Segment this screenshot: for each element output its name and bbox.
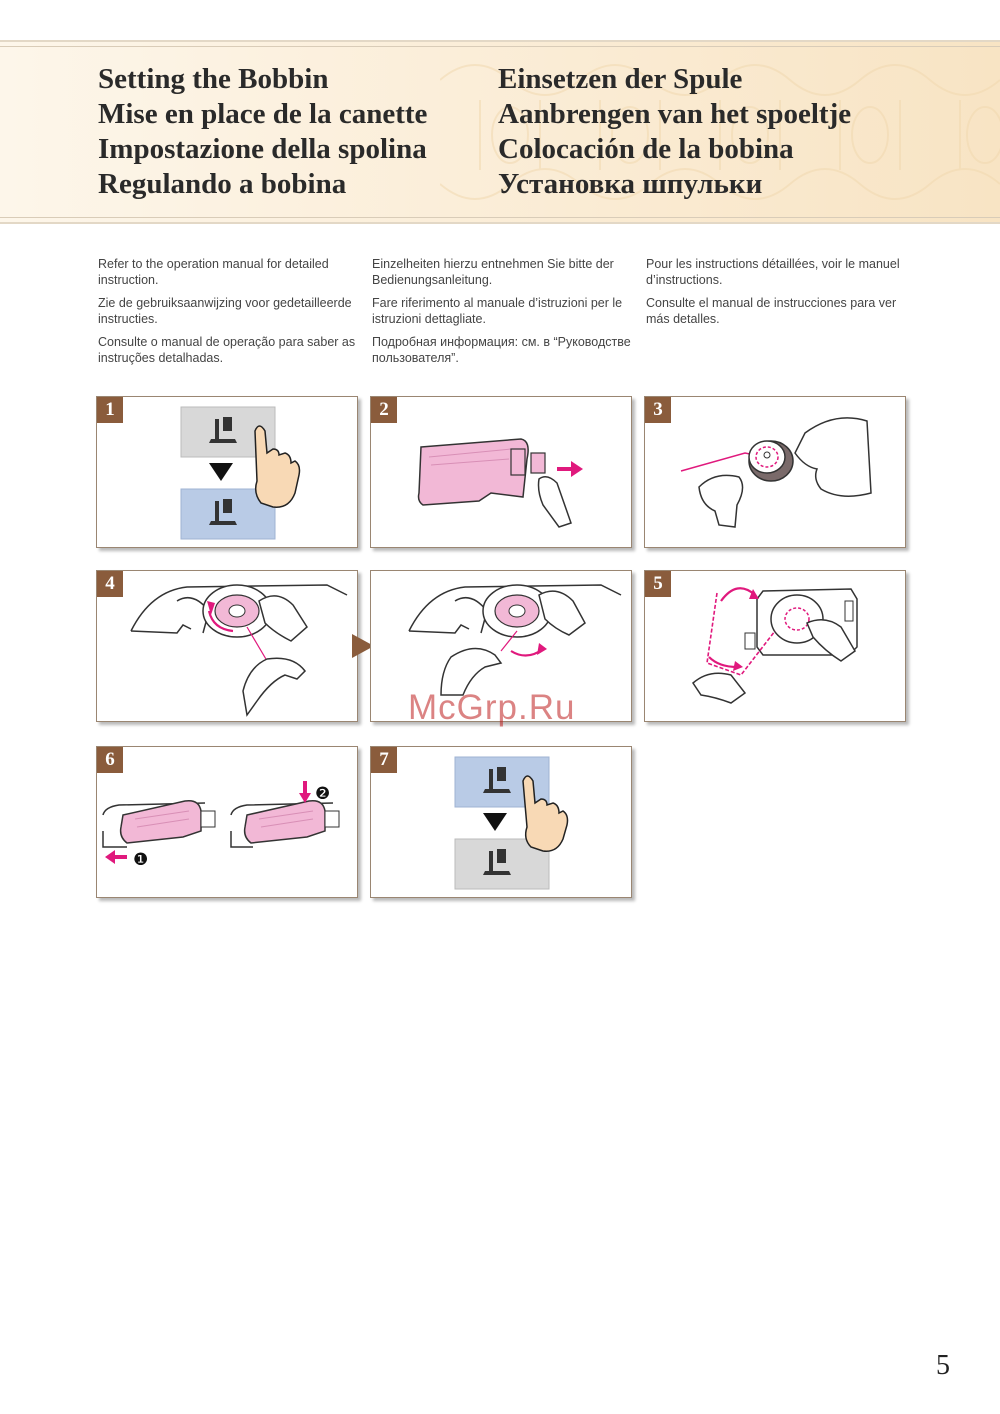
left-hand-icon xyxy=(243,658,305,715)
arrow-right-icon xyxy=(557,461,583,477)
step-2-illustration xyxy=(371,397,631,547)
right-hand-icon xyxy=(259,596,307,641)
step-6-illustration xyxy=(97,747,357,897)
step-number-4: 4 xyxy=(97,571,123,597)
step-5-panel xyxy=(644,570,906,722)
right-hand-icon xyxy=(539,591,585,635)
titles-left xyxy=(98,62,427,202)
arrow-down-icon xyxy=(299,781,311,803)
title-it: Impostazione della spolina xyxy=(98,133,427,165)
bobbin-case-icon xyxy=(483,585,551,637)
intro-fr: Pour les instructions détaillées, voir le manuel d’instructions. xyxy=(646,257,900,287)
intro-col-2 xyxy=(372,256,634,373)
down-triangle-icon xyxy=(209,463,233,481)
title-es: Colocación de la bobina xyxy=(498,133,794,165)
step-7-panel xyxy=(370,746,632,898)
intro-nl: Zie de gebruiksaanwijzing voor gedetailleerde instructies. xyxy=(98,296,352,326)
step-6-panel xyxy=(96,746,358,898)
step-number-3: 3 xyxy=(645,397,671,423)
step-1-panel xyxy=(96,396,358,548)
page-number: 5 xyxy=(936,1350,950,1381)
watermark: McGrp.Ru xyxy=(408,688,576,727)
bobbin-icon xyxy=(749,441,793,481)
left-hand-icon xyxy=(699,475,743,527)
intro-col-3 xyxy=(646,256,908,334)
step-4-illustration xyxy=(97,571,357,721)
title-ru: Установка шпульки xyxy=(498,168,763,200)
intro-pt: Consulte o manual de operação para saber as instruções detalhadas. xyxy=(98,335,356,365)
intro-it: Fare riferimento al manuale d’istruzioni per le istruzioni dettagliate. xyxy=(372,296,623,326)
bobbin-cover-icon xyxy=(419,439,546,505)
title-nl: Aanbrengen van het spoeltje xyxy=(498,98,852,130)
step-1-illustration xyxy=(97,397,357,547)
step-5-illustration xyxy=(645,571,905,721)
down-triangle-icon xyxy=(483,813,507,831)
intro-de: Einzelheiten hierzu entnehmen Sie bitte der Bedienungsanleitung. xyxy=(372,257,614,287)
right-hand-icon xyxy=(795,418,871,496)
bobbin-cover-icon xyxy=(231,801,339,847)
titles-right xyxy=(498,62,851,202)
intro-es: Consulte el manual de instrucciones para ver más detalles. xyxy=(646,296,897,326)
step-number-1: 1 xyxy=(97,397,123,423)
step-3-illustration xyxy=(645,397,905,547)
intro-col-1 xyxy=(98,256,360,373)
marker-2: ❷ xyxy=(315,784,331,804)
intro-en: Refer to the operation manual for detailed instruction. xyxy=(98,257,329,287)
marker-1: ❶ xyxy=(133,850,149,870)
step-3-panel xyxy=(644,396,906,548)
finger-icon xyxy=(539,477,572,527)
title-pt: Regulando a bobina xyxy=(98,168,347,200)
intro-ru: Подробная информация: см. в “Руководстве пользователя”. xyxy=(372,335,631,365)
left-hand-icon xyxy=(693,673,745,703)
title-fr: Mise en place de la canette xyxy=(98,98,428,130)
step-2-panel xyxy=(370,396,632,548)
bobbin-cover-icon xyxy=(103,801,215,847)
step-number-2: 2 xyxy=(371,397,397,423)
step-number-5: 5 xyxy=(645,571,671,597)
title-en: Setting the Bobbin xyxy=(98,63,329,95)
step-number-7: 7 xyxy=(371,747,397,773)
step-number-6: 6 xyxy=(97,747,123,773)
bobbin-case-icon xyxy=(203,585,271,637)
hand-pointer-icon xyxy=(255,426,300,507)
title-de: Einsetzen der Spule xyxy=(498,63,743,95)
arrow-left-icon xyxy=(105,850,127,864)
step-4-panel xyxy=(96,570,358,722)
step-7-illustration xyxy=(371,747,631,897)
